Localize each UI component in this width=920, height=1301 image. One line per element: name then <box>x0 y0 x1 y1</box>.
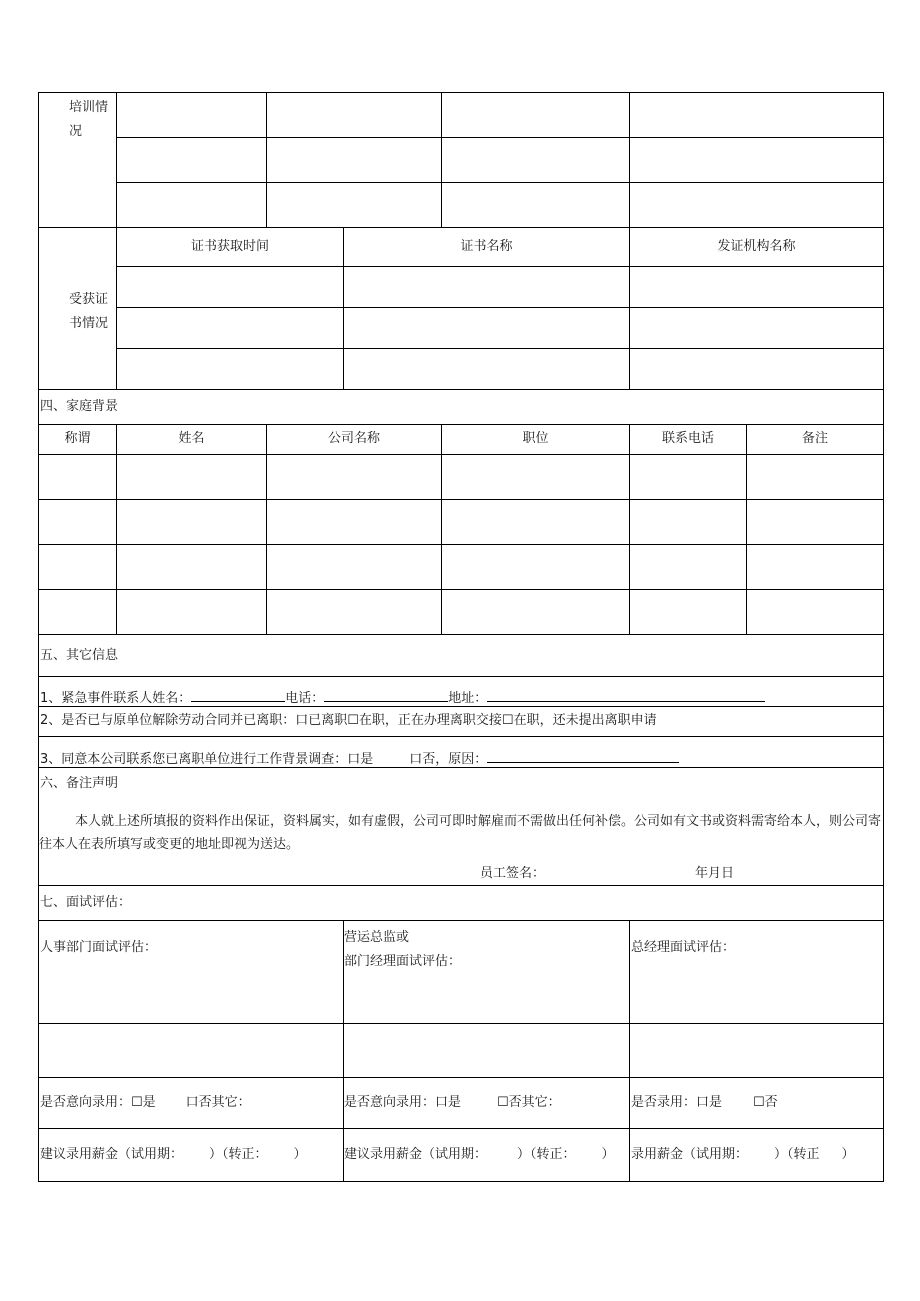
gm-salary-confirm: ）（转正 <box>774 1147 820 1162</box>
border-top <box>38 92 884 93</box>
divider <box>38 389 884 390</box>
header-name: 姓名 <box>178 431 205 446</box>
divider <box>746 424 747 634</box>
statement: 本人就上述所填报的资料作出保证，资料属实，如有虚假，公司可即时解雇而不需做出任何补偿。公司如有文书或资料需寄给本人，则公司寄往本人在表所填写或变更的地址即视为送达。 <box>39 814 882 852</box>
ops-intent-other: ☐否其它： <box>497 1095 561 1110</box>
divider <box>116 137 884 138</box>
divider <box>38 499 884 500</box>
divider <box>629 920 630 1181</box>
divider <box>116 182 884 183</box>
section-remarks: 六、备注声明 <box>40 776 119 791</box>
divider <box>38 454 884 455</box>
hr-salary-confirm: ）（转正： <box>209 1147 268 1162</box>
divider <box>38 634 884 635</box>
divider <box>38 736 884 737</box>
hr-evaluation-title: 人事部门面试评估： <box>40 940 158 955</box>
header-cert-issuer: 发证机构名称 <box>717 239 796 254</box>
training-label-2: 况 <box>69 124 83 139</box>
divider <box>441 424 442 634</box>
ops-salary-label: 建议录用薪金（试用期： <box>344 1147 488 1162</box>
gm-salary-end: ） <box>841 1147 855 1162</box>
divider <box>38 544 884 545</box>
emergency-phone-blank[interactable] <box>324 688 448 702</box>
emergency-address-blank[interactable] <box>487 688 765 702</box>
divider <box>38 424 884 425</box>
divider <box>38 1128 884 1129</box>
divider <box>38 920 884 921</box>
header-remark: 备注 <box>801 431 828 446</box>
emergency-address-label: 地址： <box>448 691 488 706</box>
divider <box>38 1077 884 1078</box>
divider <box>38 227 884 228</box>
hr-intent-other: 口否其它： <box>185 1095 251 1110</box>
gm-intent-label: 是否录用：口是 <box>631 1095 723 1110</box>
reason-blank[interactable] <box>487 749 679 763</box>
date-label: 年月日 <box>695 866 735 881</box>
divider <box>629 424 630 634</box>
hr-intent-label: 是否意向录用：☐是 <box>40 1095 156 1110</box>
hr-salary <box>40 1147 307 1163</box>
ops-salary-confirm: ）（转正： <box>517 1147 576 1162</box>
divider <box>38 589 884 590</box>
header-position: 职位 <box>522 431 549 446</box>
certificates-label: 受获证 <box>69 292 109 307</box>
gm-evaluation-title: 总经理面试评估： <box>631 940 736 955</box>
hr-salary-end: ） <box>293 1147 307 1162</box>
divider <box>116 307 884 308</box>
gm-intent-other: ☐否 <box>753 1095 778 1110</box>
background-check-no: 口否，原因： <box>409 752 488 767</box>
emergency-line <box>40 688 765 707</box>
ops-intent <box>344 1095 561 1111</box>
divider <box>38 1023 884 1024</box>
resignation-line: 2、是否已与原单位解除劳动合同并已离职：口已离职☐在职，正在办理离职交接☐在职，还未提出离职申请 <box>40 713 657 728</box>
divider <box>116 348 884 349</box>
certificates-label-2: 书情况 <box>69 316 109 331</box>
section-other: 五、其它信息 <box>40 648 119 663</box>
header-company: 公司名称 <box>327 431 380 446</box>
ops-intent-label: 是否意向录用：口是 <box>344 1095 462 1110</box>
divider <box>116 424 117 634</box>
border-left <box>38 92 39 1182</box>
border-right <box>883 92 884 1182</box>
divider <box>38 676 884 677</box>
ops-evaluation-title-2: 部门经理面试评估： <box>344 954 462 969</box>
gm-salary-label: 录用薪金（试用期： <box>631 1147 749 1162</box>
divider <box>116 266 884 267</box>
header-cert-name: 证书名称 <box>460 239 513 254</box>
divider <box>266 92 267 227</box>
header-cert-date: 证书获取时间 <box>190 239 269 254</box>
header-phone: 联系电话 <box>661 431 714 446</box>
emergency-contact-label: 1、紧急事件联系人姓名： <box>40 691 192 706</box>
background-check-line <box>40 749 679 768</box>
header-relation: 称谓 <box>64 431 91 446</box>
gm-intent <box>631 1095 778 1111</box>
section-family: 四、家庭背景 <box>40 399 119 414</box>
hr-intent <box>40 1095 251 1111</box>
employee-signature-label: 员工签名： <box>480 866 546 881</box>
gm-salary <box>631 1147 855 1163</box>
emergency-name-blank[interactable] <box>191 688 285 702</box>
divider <box>441 92 442 227</box>
border-bottom <box>38 1181 884 1182</box>
section-interview: 七、面试评估： <box>40 895 132 910</box>
divider <box>266 424 267 634</box>
hr-salary-label: 建议录用薪金（试用期： <box>40 1147 184 1162</box>
ops-salary-end: ） <box>601 1147 615 1162</box>
divider <box>38 885 884 886</box>
training-label: 培训情 <box>69 100 109 115</box>
ops-salary <box>344 1147 615 1163</box>
emergency-phone-label: 电话： <box>285 691 325 706</box>
ops-evaluation-title: 营运总监或 <box>344 930 410 945</box>
background-check-label: 3、同意本公司联系您已离职单位进行工作背景调查：口是 <box>40 752 374 767</box>
